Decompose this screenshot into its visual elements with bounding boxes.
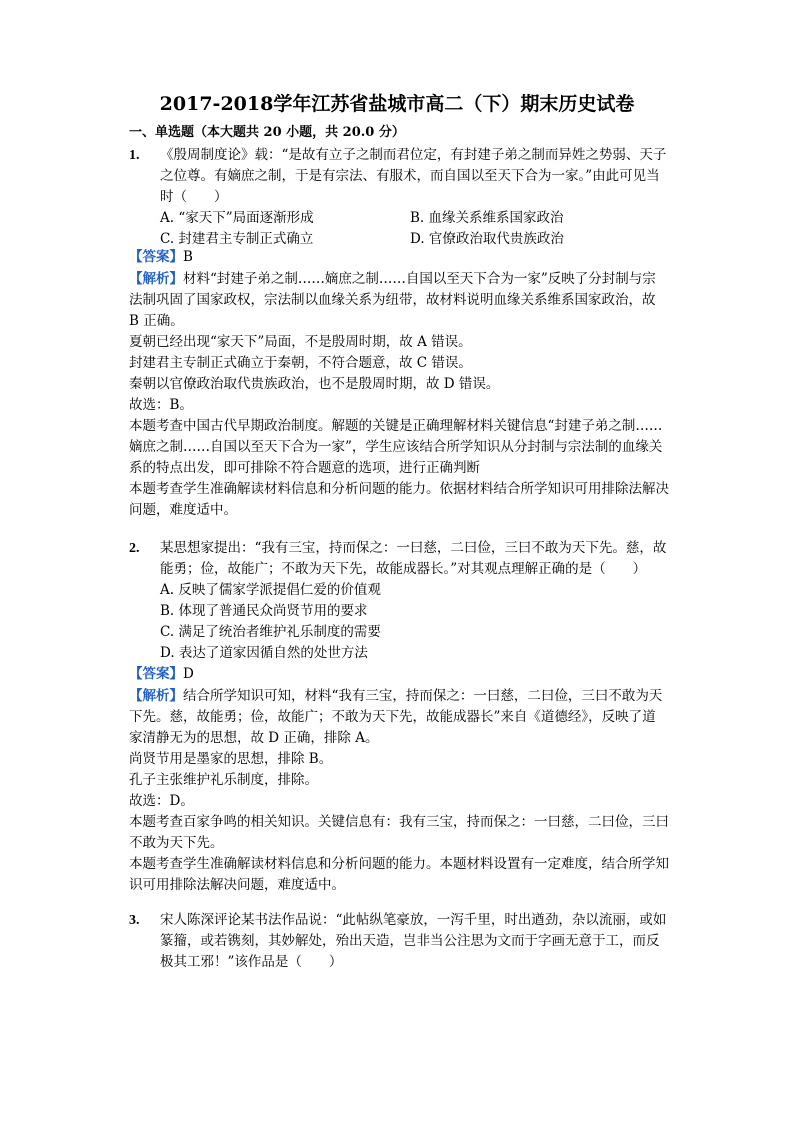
analysis-paragraph: 故选：B。 [129,397,193,413]
section-heading: 一、单选题（本大题共 20 小题，共 20.0 分） [129,125,405,140]
analysis-paragraph: 本题考查中国古代早期政治制度。解题的关键是正确理解材料关键信息“封建子弟之制……嫡庶之制……自国以至天下合为一家”，学生应该结合所学知识从分封制与宗法制的血缘关系的特点出发，即可排除不符合题意的选项，进行正确判断 [129,418,663,476]
page-title: 2017-2018学年江苏省盐城市高二（下）期末历史试卷 [159,93,635,115]
option-b: B. 体现了普通民众尚贤节用的要求 [160,603,368,619]
analysis-paragraph: 材料“封建子弟之制……嫡庶之制……自国以至天下合为一家”反映了分封制与宗法制巩固了国家政权，宗法制以血缘关系为纽带，故材料说明血缘关系维系国家政治，故 B 正确。 [129,271,656,329]
analysis-paragraph: 孔子主张维护礼乐制度，排除。 [129,772,318,788]
analysis-paragraph: 结合所学知识可知，材料“我有三宝，持而保之：一曰慈，二曰俭，三曰不敢为天下先。慈，故能勇；俭，故能广；不敢为天下先，故能成器长”来自《道德经》，反映了道家清静无为的思想，故 D 正确，排除 A。 [129,688,663,746]
option-list [160,208,669,250]
answer-label: 【答案】 [129,249,183,265]
question-number: 2. [129,541,140,556]
answer-1 [129,247,669,268]
answer-2 [129,664,669,685]
analysis-paragraph: 本题考查学生准确解读材料信息和分析问题的能力。依据材料结合所学知识可用排除法解决问题，难度适中。 [129,481,669,518]
analysis-paragraph: 故选：D。 [129,793,194,809]
analysis-paragraph: 尚贤节用是墨家的思想，排除 B。 [129,751,333,767]
option-c: C. 满足了统治者维护礼乐制度的需要 [160,624,381,640]
analysis-paragraph: 夏朝已经出现“家天下”局面，不是殷周时期，故 A 错误。 [129,334,472,350]
option-d: D. 官僚政治取代贵族政治 [410,231,564,247]
analysis-label: 【解析】 [129,688,183,704]
analysis-1 [129,269,669,521]
analysis-label: 【解析】 [129,271,183,287]
analysis-paragraph: 秦朝以官僚政治取代贵族政治，也不是殷周时期，故 D 错误。 [129,376,500,392]
analysis-paragraph: 封建君主专制正式确立于秦朝，不符合题意，故 C 错误。 [129,355,472,371]
option-b: B. 血缘关系维系国家政治 [410,210,564,226]
question-stem: 《殷周制度论》载：“是故有立子之制而君位定，有封建子弟之制而异姓之势弱、天子之位尊。有嫡庶之制，于是有宗法、有服术，而自国以至天下合为一家。”由此可见当时（ ） [160,147,667,205]
question-2 [129,538,669,664]
answer-value: B [183,249,193,265]
answer-value: D [183,666,194,682]
question-3 [129,910,669,973]
answer-label: 【答案】 [129,666,183,682]
analysis-paragraph: 本题考查学生准确解读材料信息和分析问题的能力。本题材料设置有一定难度，结合所学知识可用排除法解决问题，难度适中。 [129,856,669,893]
option-d: D. 表达了道家因循自然的处世方法 [160,645,368,661]
option-a: A. “家天下”局面逐渐形成 [160,210,314,226]
option-list [160,580,669,664]
analysis-2 [129,686,669,896]
question-number: 1. [129,148,140,163]
option-c: C. 封建君主专制正式确立 [160,231,314,247]
question-1 [129,145,669,250]
analysis-paragraph: 本题考查百家争鸣的相关知识。关键信息有：我有三宝，持而保之：一曰慈，二曰俭，三曰不敢为天下先。 [129,814,669,851]
option-a: A. 反映了儒家学派提倡仁爱的价值观 [160,582,381,598]
question-stem: 某思想家提出：“我有三宝，持而保之：一曰慈，二曰俭，三曰不敢为天下先。慈，故能勇；俭，故能广；不敢为天下先，故能成器长。”对其观点理解正确的是（ ） [160,540,667,577]
question-number: 3. [129,913,140,928]
question-stem: 宋人陈深评论某书法作品说：“此帖纵笔豪放，一泻千里，时出遒劲，杂以流丽，或如篆籀，或若镌刻，其妙解处，殆出天造，岂非当公注思为文而于字画无意于工，而反极其工邪！”该作品是（ ） [160,912,667,970]
